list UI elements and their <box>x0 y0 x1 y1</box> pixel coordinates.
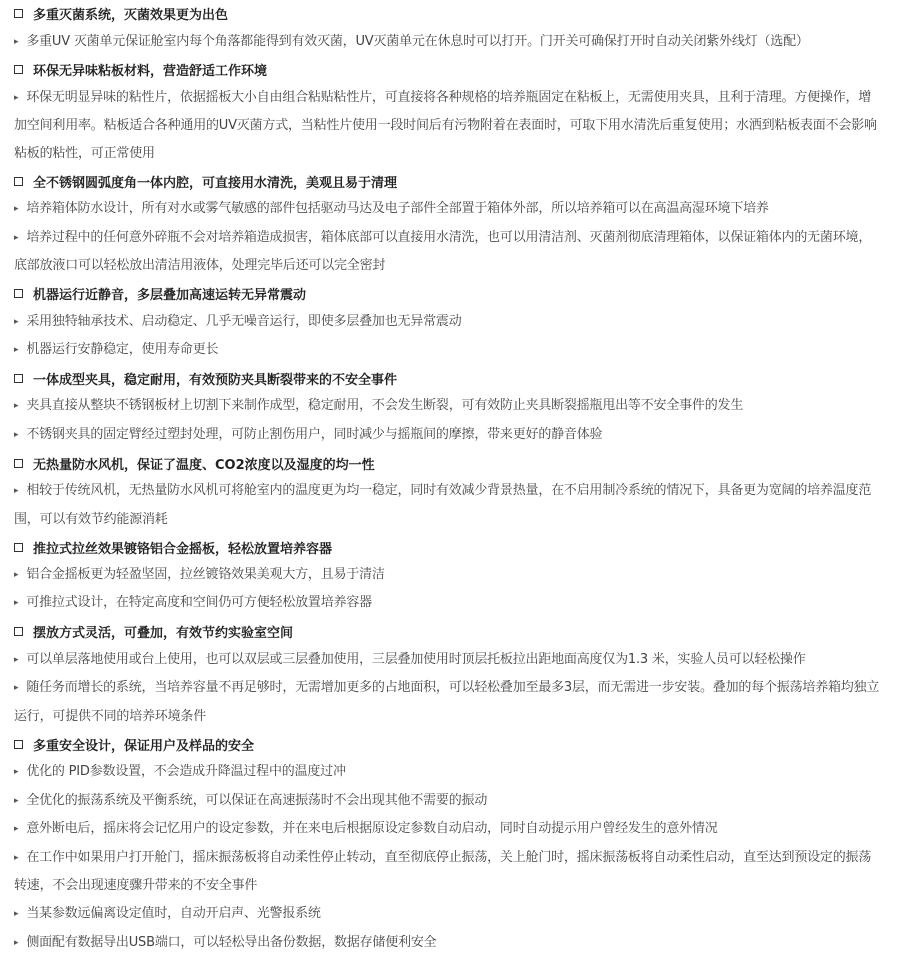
section-title: 多重安全设计，保证用户及样品的安全 <box>33 738 255 754</box>
triangle-bullet-icon: ▸ <box>14 654 19 665</box>
bullet-text: 优化的 PID参数设置，不会造成升降温过程中的温度过冲 <box>26 764 346 780</box>
feature-section <box>14 450 883 534</box>
checkbox-square-icon <box>14 627 23 636</box>
checkbox-square-icon <box>14 543 23 552</box>
feature-section <box>14 365 883 450</box>
bullet-text: 培养过程中的任何意外碎瓶不会对培养箱造成损害，箱体底部可以直接用水清洗，也可以用清洁剂、灭菌剂彻底清理箱体，以保证箱体内的无菌环境，底部放液口可以轻松放出清洁用液体，处理完毕后还可以完全密封 <box>14 229 872 274</box>
bullet-item <box>14 674 883 730</box>
checkbox-square-icon <box>14 459 23 468</box>
section-title: 摆放方式灵活，可叠加，有效节约实验室空间 <box>33 626 294 642</box>
triangle-bullet-icon: ▸ <box>14 937 19 948</box>
section-heading <box>14 533 883 561</box>
bullet-text: 随任务而增长的系统，当培养容量不再足够时，无需增加更多的占地面积，可以轻松叠加至最多3层，而无需进一步安装。叠加的每个振荡培养箱均独立运行，可提供不同的培养环境条件 <box>14 680 880 724</box>
bullet-item <box>14 758 883 787</box>
feature-section <box>14 730 883 957</box>
triangle-bullet-icon: ▸ <box>14 598 19 609</box>
bullet-text: 培养箱体防水设计，所有对水或雾气敏感的部件包括驱动马达及电子部件全部置于箱体外部，所以培养箱可以在高温高湿环境下培养 <box>26 201 769 217</box>
feature-section <box>14 618 883 730</box>
section-heading <box>14 618 883 646</box>
section-heading <box>14 450 883 478</box>
triangle-bullet-icon: ▸ <box>14 767 19 778</box>
bullet-item <box>14 561 883 590</box>
bullet-item <box>14 336 883 365</box>
section-title: 一体成型夹具，稳定耐用，有效预防夹具断裂带来的不安全事件 <box>33 373 398 389</box>
bullet-text: 夹具直接从整块不锈钢板材上切割下来制作成型，稳定耐用，不会发生断裂，可有效防止夹具断裂摇瓶甩出等不安全事件的发生 <box>26 398 744 414</box>
section-heading <box>14 730 883 758</box>
triangle-bullet-icon: ▸ <box>14 232 19 243</box>
bullet-text: 可以单层落地使用或台上使用，也可以双层或三层叠加使用，三层叠加使用时顶层托板拉出距地面高度仅为1.3 米，实验人员可以轻松操作 <box>26 651 806 667</box>
section-title: 多重灭菌系统，灭菌效果更为出色 <box>33 8 229 24</box>
checkbox-square-icon <box>14 65 23 74</box>
triangle-bullet-icon: ▸ <box>14 92 19 103</box>
section-heading <box>14 0 883 28</box>
section-title: 环保无异味粘板材料，营造舒适工作环境 <box>33 64 268 80</box>
bullet-text: 当某参数远偏离设定值时，自动开启声、光警报系统 <box>26 906 321 921</box>
bullet-text: 侧面配有数据导出USB端口，可以轻松导出备份数据，数据存储便利安全 <box>26 934 437 950</box>
bullet-text: 不锈钢夹具的固定臂经过塑封处理，可防止割伤用户，同时减少与摇瓶间的摩擦，带来更好的静音体验 <box>26 426 603 442</box>
bullet-item <box>14 224 883 280</box>
triangle-bullet-icon: ▸ <box>14 36 19 47</box>
section-heading <box>14 56 883 84</box>
triangle-bullet-icon: ▸ <box>14 316 19 327</box>
section-title: 无热量防水风机，保证了温度、CO2浓度以及湿度的均一性 <box>33 457 375 473</box>
bullet-text: 全优化的振荡系统及平衡系统，可以保证在高速振荡时不会出现其他不需要的振动 <box>26 792 488 808</box>
bullet-item <box>14 815 883 844</box>
triangle-bullet-icon: ▸ <box>14 345 19 356</box>
triangle-bullet-icon: ▸ <box>14 909 19 919</box>
section-heading <box>14 280 883 308</box>
bullet-text: 多重UV 灭菌单元保证舱室内每个角落都能得到有效灭菌，UV灭菌单元在休息时可以打开。门开关可确保打开时自动关闭紫外线灯（选配） <box>26 33 809 49</box>
bullet-text: 机器运行安静稳定，使用寿命更长 <box>26 342 219 358</box>
checkbox-square-icon <box>14 177 23 186</box>
bullet-text: 可推拉式设计，在特定高度和空间仍可方便轻松放置培养容器 <box>26 595 372 611</box>
bullet-text: 意外断电后，摇床将会记忆用户的设定参数，并在来电后根据原设定参数自动启动，同时自动提示用户曾经发生的意外情况 <box>26 821 718 837</box>
bullet-item <box>14 900 883 929</box>
feature-section <box>14 280 883 365</box>
bullet-item <box>14 308 883 337</box>
triangle-bullet-icon: ▸ <box>14 401 19 412</box>
checkbox-square-icon <box>14 289 23 298</box>
bullet-item <box>14 195 883 224</box>
bullet-text: 相较于传统风机，无热量防水风机可将舱室内的温度更为均一稳定，同时有效减少背景热量，在不启用制冷系统的情况下，具备更为宽阔的培养温度范围，可以有效节约能源消耗 <box>14 483 872 527</box>
feature-section <box>14 533 883 618</box>
bullet-item <box>14 844 883 900</box>
feature-section <box>14 168 883 280</box>
triangle-bullet-icon: ▸ <box>14 683 19 694</box>
bullet-text: 铝合金摇板更为轻盈坚固，拉丝镀铬效果美观大方，且易于清洁 <box>26 566 385 582</box>
checkbox-square-icon <box>14 740 23 749</box>
triangle-bullet-icon: ▸ <box>14 852 19 863</box>
bullet-item <box>14 646 883 675</box>
bullet-item <box>14 84 883 168</box>
bullet-text: 在工作中如果用户打开舱门，摇床振荡板将自动柔性停止转动，直至彻底停止振荡，关上舱门时，摇床振荡板将自动柔性启动，直至达到预设定的振荡转速，不会出现速度骤升带来的不安全事件 <box>14 849 872 894</box>
triangle-bullet-icon: ▸ <box>14 824 19 835</box>
bullet-item <box>14 421 883 450</box>
triangle-bullet-icon: ▸ <box>14 486 19 497</box>
bullet-item <box>14 787 883 816</box>
bullet-item <box>14 392 883 421</box>
section-heading <box>14 365 883 393</box>
checkbox-square-icon <box>14 9 23 18</box>
feature-section <box>14 56 883 167</box>
triangle-bullet-icon: ▸ <box>14 429 19 440</box>
section-title: 机器运行近静音，多层叠加高速运转无异常震动 <box>33 288 307 304</box>
triangle-bullet-icon: ▸ <box>14 204 19 215</box>
bullet-text: 环保无明显异味的粘性片，依据摇板大小自由组合粘贴粘性片，可直接将各种规格的培养瓶固定在粘板上，无需使用夹具，且利于清理。方便操作，增加空间利用率。粘板适合各种通用的UV灭菌方式，当粘性片使用一段时间后有污物附着在表面时，可取下用水清洗后重复使用；水洒到粘板表面不会影响粘板的粘性，可正常使用 <box>14 89 877 161</box>
bullet-item <box>14 589 883 618</box>
section-title: 推拉式拉丝效果镀铬铝合金摇板，轻松放置培养容器 <box>33 541 333 557</box>
bullet-item <box>14 929 883 957</box>
triangle-bullet-icon: ▸ <box>14 569 19 580</box>
section-title: 全不锈钢圆弧度角一体内腔，可直接用水清洗，美观且易于清理 <box>33 175 398 191</box>
section-heading <box>14 168 883 196</box>
feature-section <box>14 0 883 56</box>
checkbox-square-icon <box>14 374 23 383</box>
bullet-text: 采用独特轴承技术、启动稳定、几乎无噪音运行，即使多层叠加也无异常震动 <box>26 313 462 329</box>
triangle-bullet-icon: ▸ <box>14 795 19 806</box>
bullet-item <box>14 28 883 57</box>
bullet-item <box>14 477 883 533</box>
